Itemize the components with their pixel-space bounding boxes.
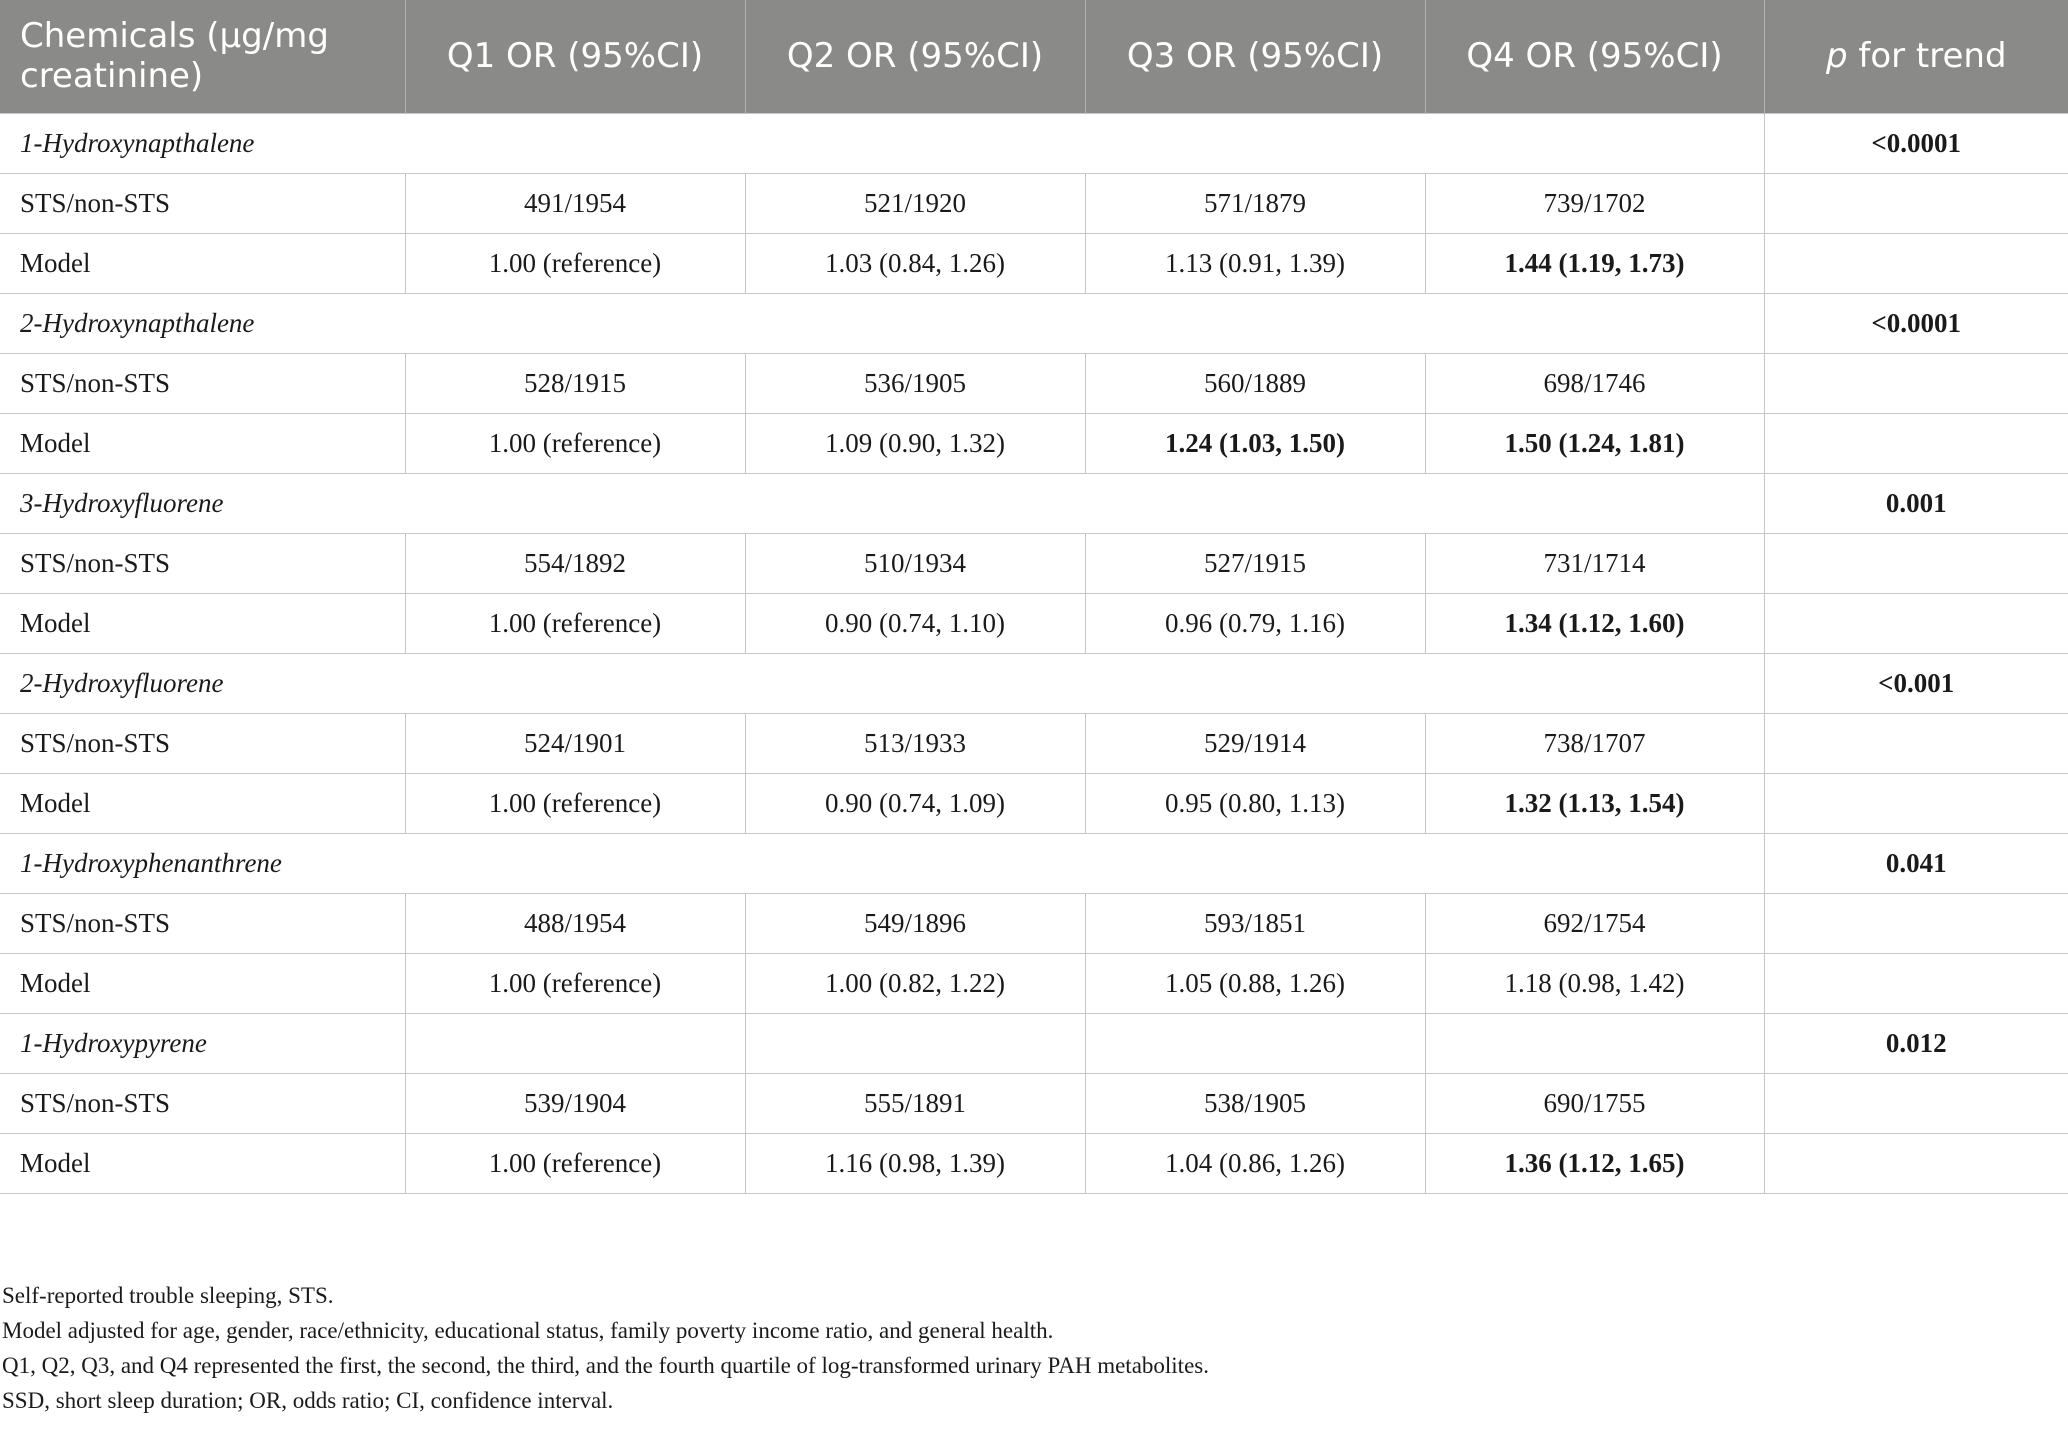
empty-cell <box>1764 173 2068 233</box>
row-label: STS/non-STS <box>0 1073 405 1133</box>
count-cell: 488/1954 <box>405 893 745 953</box>
model-row <box>0 413 2068 473</box>
footnote-line: Self-reported trouble sleeping, STS. <box>2 1283 334 1308</box>
count-cell: 554/1892 <box>405 533 745 593</box>
count-cell: 690/1755 <box>1425 1073 1764 1133</box>
footnote-line: SSD, short sleep duration; OR, odds ratio; CI, confidence interval. <box>2 1388 614 1413</box>
or-cell: 1.24 (1.03, 1.50) <box>1085 413 1425 473</box>
count-cell: 527/1915 <box>1085 533 1425 593</box>
row-label: Model <box>0 593 405 653</box>
or-cell: 1.16 (0.98, 1.39) <box>745 1133 1085 1193</box>
header-chemicals: Chemicals (µg/mg creatinine) <box>0 0 405 113</box>
empty-cell <box>1764 413 2068 473</box>
header-q2: Q2 OR (95%CI) <box>745 0 1085 113</box>
or-cell: 1.36 (1.12, 1.65) <box>1425 1133 1764 1193</box>
chemical-name: 1-Hydroxypyrene <box>0 1013 405 1073</box>
empty-cell <box>1085 1013 1425 1073</box>
footnote-line: Model adjusted for age, gender, race/ethnicity, educational status, family poverty income ratio, and general health. <box>2 1318 1054 1343</box>
empty-cell <box>1764 1133 2068 1193</box>
or-cell: 1.34 (1.12, 1.60) <box>1425 593 1764 653</box>
table-body <box>0 113 2068 1193</box>
counts-row <box>0 533 2068 593</box>
p-trend-value: <0.0001 <box>1764 293 2068 353</box>
group-row <box>0 473 2068 533</box>
empty-cell <box>1764 893 2068 953</box>
chemical-name: 1-Hydroxyphenanthrene <box>0 833 1764 893</box>
empty-cell <box>1764 773 2068 833</box>
model-row <box>0 953 2068 1013</box>
count-cell: 560/1889 <box>1085 353 1425 413</box>
or-cell: 1.09 (0.90, 1.32) <box>745 413 1085 473</box>
empty-cell <box>1764 233 2068 293</box>
or-cell: 1.18 (0.98, 1.42) <box>1425 953 1764 1013</box>
or-cell: 0.96 (0.79, 1.16) <box>1085 593 1425 653</box>
or-cell: 1.00 (reference) <box>405 233 745 293</box>
or-cell: 1.44 (1.19, 1.73) <box>1425 233 1764 293</box>
or-cell: 1.03 (0.84, 1.26) <box>745 233 1085 293</box>
or-cell: 1.00 (reference) <box>405 593 745 653</box>
counts-row <box>0 893 2068 953</box>
or-cell: 1.00 (reference) <box>405 413 745 473</box>
group-row <box>0 113 2068 173</box>
empty-cell <box>405 1013 745 1073</box>
counts-row <box>0 353 2068 413</box>
empty-cell <box>1764 533 2068 593</box>
header-p-for-trend <box>1764 0 2068 113</box>
count-cell: 698/1746 <box>1425 353 1764 413</box>
table-footnotes <box>2 1278 1209 1418</box>
row-label: Model <box>0 413 405 473</box>
group-row <box>0 833 2068 893</box>
or-cell: 1.32 (1.13, 1.54) <box>1425 773 1764 833</box>
count-cell: 510/1934 <box>745 533 1085 593</box>
or-cell: 1.00 (reference) <box>405 773 745 833</box>
chemical-name: 2-Hydroxyfluorene <box>0 653 1764 713</box>
chemical-name: 2-Hydroxynapthalene <box>0 293 1764 353</box>
p-trend-value: <0.0001 <box>1764 113 2068 173</box>
count-cell: 692/1754 <box>1425 893 1764 953</box>
empty-cell <box>1764 713 2068 773</box>
header-p-italic: p <box>1825 36 1848 77</box>
row-label: Model <box>0 773 405 833</box>
empty-cell <box>745 1013 1085 1073</box>
empty-cell <box>1764 953 2068 1013</box>
count-cell: 593/1851 <box>1085 893 1425 953</box>
row-label: Model <box>0 953 405 1013</box>
counts-row <box>0 173 2068 233</box>
row-label: STS/non-STS <box>0 713 405 773</box>
count-cell: 738/1707 <box>1425 713 1764 773</box>
empty-cell <box>1764 353 2068 413</box>
model-row <box>0 233 2068 293</box>
empty-cell <box>1764 1073 2068 1133</box>
model-row <box>0 1133 2068 1193</box>
or-cell: 1.04 (0.86, 1.26) <box>1085 1133 1425 1193</box>
count-cell: 731/1714 <box>1425 533 1764 593</box>
count-cell: 536/1905 <box>745 353 1085 413</box>
or-cell: 1.00 (0.82, 1.22) <box>745 953 1085 1013</box>
header-q1: Q1 OR (95%CI) <box>405 0 745 113</box>
or-cell: 1.00 (reference) <box>405 1133 745 1193</box>
count-cell: 571/1879 <box>1085 173 1425 233</box>
empty-cell <box>1764 593 2068 653</box>
or-cell: 1.50 (1.24, 1.81) <box>1425 413 1764 473</box>
count-cell: 538/1905 <box>1085 1073 1425 1133</box>
count-cell: 521/1920 <box>745 173 1085 233</box>
row-label: Model <box>0 233 405 293</box>
count-cell: 549/1896 <box>745 893 1085 953</box>
footnote-line: Q1, Q2, Q3, and Q4 represented the first, the second, the third, and the fourth quartile of log-transformed urinary PAH metabolites. <box>2 1353 1209 1378</box>
or-cell: 0.95 (0.80, 1.13) <box>1085 773 1425 833</box>
count-cell: 739/1702 <box>1425 173 1764 233</box>
header-q3: Q3 OR (95%CI) <box>1085 0 1425 113</box>
group-row <box>0 293 2068 353</box>
or-cell: 0.90 (0.74, 1.10) <box>745 593 1085 653</box>
count-cell: 529/1914 <box>1085 713 1425 773</box>
count-cell: 539/1904 <box>405 1073 745 1133</box>
chemical-name: 3-Hydroxyfluorene <box>0 473 1764 533</box>
header-row <box>0 0 2068 113</box>
counts-row <box>0 713 2068 773</box>
p-trend-value: <0.001 <box>1764 653 2068 713</box>
row-label: Model <box>0 1133 405 1193</box>
model-row <box>0 593 2068 653</box>
count-cell: 524/1901 <box>405 713 745 773</box>
or-cell: 1.05 (0.88, 1.26) <box>1085 953 1425 1013</box>
p-trend-value: 0.001 <box>1764 473 2068 533</box>
p-trend-value: 0.041 <box>1764 833 2068 893</box>
model-row <box>0 773 2068 833</box>
count-cell: 491/1954 <box>405 173 745 233</box>
header-p-rest: for trend <box>1847 36 2007 77</box>
count-cell: 513/1933 <box>745 713 1085 773</box>
header-q4: Q4 OR (95%CI) <box>1425 0 1764 113</box>
or-cell: 1.13 (0.91, 1.39) <box>1085 233 1425 293</box>
count-cell: 555/1891 <box>745 1073 1085 1133</box>
group-row <box>0 653 2068 713</box>
row-label: STS/non-STS <box>0 353 405 413</box>
row-label: STS/non-STS <box>0 533 405 593</box>
count-cell: 528/1915 <box>405 353 745 413</box>
row-label: STS/non-STS <box>0 173 405 233</box>
group-row <box>0 1013 2068 1073</box>
empty-cell <box>1425 1013 1764 1073</box>
p-trend-value: 0.012 <box>1764 1013 2068 1073</box>
chemical-name: 1-Hydroxynapthalene <box>0 113 1764 173</box>
counts-row <box>0 1073 2068 1133</box>
or-cell: 0.90 (0.74, 1.09) <box>745 773 1085 833</box>
or-cell: 1.00 (reference) <box>405 953 745 1013</box>
row-label: STS/non-STS <box>0 893 405 953</box>
